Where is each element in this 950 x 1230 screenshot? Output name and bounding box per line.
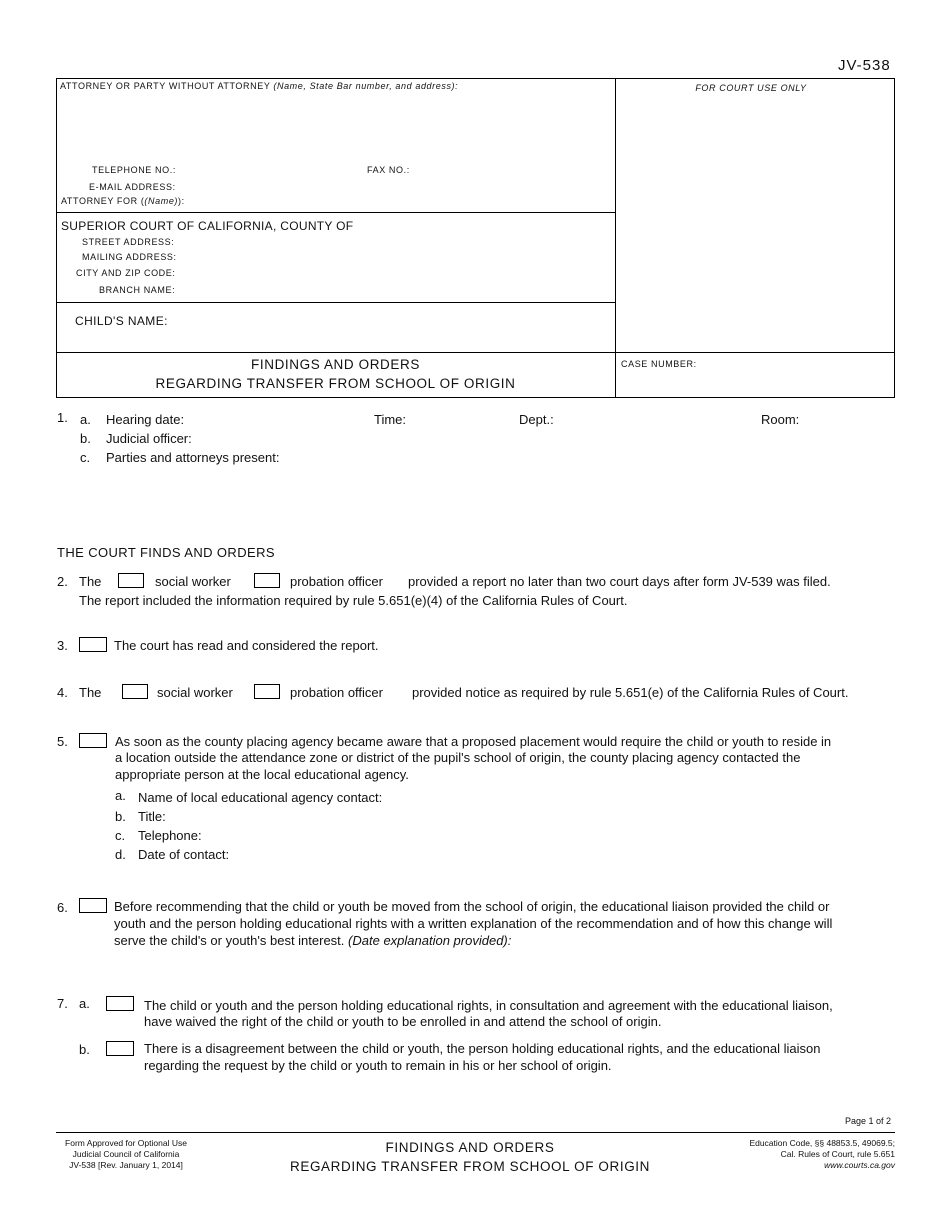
section-heading: THE COURT FINDS AND ORDERS (57, 545, 275, 560)
item6-checkbox[interactable] (79, 898, 107, 913)
item5b-label: Title: (138, 809, 166, 824)
case-number-field[interactable] (620, 372, 888, 392)
footer-left-line1: Form Approved for Optional Use (65, 1138, 187, 1148)
footer-left-line3: JV-538 [Rev. January 1, 2014] (69, 1160, 183, 1170)
branch-name-field[interactable] (176, 282, 596, 296)
county-field[interactable] (360, 217, 605, 233)
footer-title-line2: REGARDING TRANSFER FROM SCHOOL OF ORIGIN (289, 1159, 651, 1174)
item2-social-worker-label: social worker (155, 574, 231, 589)
item5-line3: appropriate person at the local educational agency. (115, 767, 409, 782)
item4-the: The (79, 685, 102, 700)
item7a-line2: have waived the right of the child or youth to be enrolled in and attend the school of origin. (144, 1014, 662, 1029)
item7a-letter: a. (79, 996, 90, 1011)
branch-name-label: BRANCH NAME: (99, 285, 176, 295)
item4-social-worker-label: social worker (157, 685, 233, 700)
lea-contact-title-field[interactable] (175, 807, 890, 823)
mailing-address-label: MAILING ADDRESS: (82, 252, 177, 262)
child-name-field[interactable] (175, 310, 605, 328)
case-number-label: CASE NUMBER: (621, 359, 697, 369)
item1b-letter: b. (80, 431, 91, 446)
item5-line1: As soon as the county placing agency became aware that a proposed placement would require the child or youth to reside in (115, 734, 832, 749)
item7b-line1: There is a disagreement between the child or youth, the person holding educational rights, and the educational liaison (144, 1041, 821, 1056)
item3-number: 3. (57, 638, 68, 653)
item5a-label: Name of local educational agency contact: (138, 790, 383, 805)
hearing-date-field[interactable] (195, 410, 365, 426)
item1c-letter: c. (80, 450, 91, 465)
item5-number: 5. (57, 734, 68, 749)
item7a-line1: The child or youth and the person holding educational rights, in consultation and agreement with the educational liaison, (144, 998, 833, 1013)
street-address-field[interactable] (176, 234, 596, 248)
page-number: Page 1 of 2 (845, 1116, 892, 1126)
attorney-label: ATTORNEY OR PARTY WITHOUT ATTORNEY (Name, State Bar number, and address): (60, 81, 459, 91)
dept-field[interactable] (560, 410, 750, 426)
footer-right (680, 1138, 895, 1171)
item2-text-line2: The report included the information required by rule 5.651(e)(4) of the California Rules of Court. (79, 593, 628, 608)
fax-field[interactable] (410, 162, 600, 176)
footer-right-line2: Cal. Rules of Court, rule 5.651 (780, 1149, 895, 1159)
footer-left-line2: Judicial Council of California (72, 1149, 180, 1159)
judicial-officer-field[interactable] (200, 429, 890, 445)
item5c-letter: c. (115, 828, 126, 843)
item5-checkbox[interactable] (79, 733, 107, 748)
footer-title (250, 1138, 690, 1176)
divider-child (56, 352, 895, 353)
item2-the: The (79, 574, 102, 589)
room-label: Room: (761, 412, 800, 427)
item6-line3: serve the child's or youth's best interest. (Date explanation provided): (114, 933, 512, 948)
item7b-line2: regarding the request by the child or youth to remain in his or her school of origin. (144, 1058, 612, 1073)
court-title: SUPERIOR COURT OF CALIFORNIA, COUNTY OF (61, 219, 354, 233)
court-use-label: FOR COURT USE ONLY (695, 83, 807, 93)
item7b-checkbox[interactable] (106, 1041, 134, 1056)
item3-text: The court has read and considered the report. (114, 638, 379, 653)
item4-number: 4. (57, 685, 68, 700)
item1-number: 1. (57, 410, 68, 425)
item6-line1: Before recommending that the child or youth be moved from the school of origin, the educational liaison provided the child or (114, 899, 830, 914)
item1a-letter: a. (80, 412, 91, 427)
item4-text: provided notice as required by rule 5.651(e) of the California Rules of Court. (412, 685, 849, 700)
form-title-line2: REGARDING TRANSFER FROM SCHOOL OF ORIGIN (155, 376, 516, 391)
courts-website-link[interactable]: www.courts.ca.gov (824, 1160, 895, 1170)
item5d-letter: d. (115, 847, 126, 862)
city-zip-field[interactable] (176, 265, 596, 279)
attorney-for-label: ATTORNEY FOR ((Name)): (61, 196, 185, 206)
item5c-label: Telephone: (138, 828, 202, 843)
item4-social-worker-checkbox[interactable] (122, 684, 148, 699)
email-field[interactable] (176, 179, 596, 193)
item5-line2: a location outside the attendance zone or district of the pupil's school of origin, the county placing agency contacted the (115, 750, 801, 765)
footer-title-line1: FINDINGS AND ORDERS (385, 1140, 555, 1155)
footer-left (56, 1138, 196, 1171)
form-number: JV-538 (838, 57, 891, 74)
divider-court (56, 302, 615, 303)
time-label: Time: (374, 412, 407, 427)
attorney-name-field[interactable] (60, 98, 610, 158)
parties-field[interactable] (106, 468, 890, 528)
item7-number: 7. (57, 996, 68, 1011)
item6-line2: youth and the person holding educational rights with a written explanation of the recommendation and of how this change will (114, 916, 833, 931)
telephone-label: TELEPHONE NO.: (92, 165, 176, 175)
caption-divider (615, 78, 616, 398)
item2-number: 2. (57, 574, 68, 589)
item6-number: 6. (57, 900, 68, 915)
footer-right-line1: Education Code, §§ 48853.5, 49069.5; (749, 1138, 895, 1148)
item3-checkbox[interactable] (79, 637, 107, 652)
item2-text-line1: provided a report no later than two court days after form JV-539 was filed. (408, 574, 831, 589)
item4-probation-officer-label: probation officer (290, 685, 383, 700)
mailing-address-field[interactable] (176, 249, 596, 263)
divider-attorney (56, 212, 615, 213)
explanation-date-field[interactable] (548, 931, 890, 947)
city-zip-label: CITY AND ZIP CODE: (76, 268, 176, 278)
item7b-letter: b. (79, 1042, 90, 1057)
judicial-officer-label: Judicial officer: (106, 431, 192, 446)
hearing-date-label: Hearing date: (106, 412, 185, 427)
item2-social-worker-checkbox[interactable] (118, 573, 144, 588)
room-field[interactable] (805, 410, 890, 426)
email-label: E-MAIL ADDRESS: (89, 182, 176, 192)
item4-probation-officer-checkbox[interactable] (254, 684, 280, 699)
lea-contact-telephone-field[interactable] (212, 826, 890, 842)
time-field[interactable] (412, 410, 512, 426)
lea-contact-name-field[interactable] (405, 788, 890, 804)
attorney-for-field[interactable] (176, 193, 596, 207)
item5b-letter: b. (115, 809, 126, 824)
item5d-label: Date of contact: (138, 847, 230, 862)
telephone-field[interactable] (176, 162, 356, 176)
footer-rule (56, 1132, 895, 1133)
item7a-checkbox[interactable] (106, 996, 134, 1011)
item5a-letter: a. (115, 788, 126, 803)
parties-label: Parties and attorneys present: (106, 450, 280, 465)
item2-probation-officer-checkbox[interactable] (254, 573, 280, 588)
dept-label: Dept.: (519, 412, 554, 427)
fax-label: FAX NO.: (367, 165, 410, 175)
child-name-label: CHILD'S NAME: (75, 314, 168, 328)
item2-probation-officer-label: probation officer (290, 574, 383, 589)
form-title-line1: FINDINGS AND ORDERS (251, 357, 420, 372)
street-address-label: STREET ADDRESS: (82, 237, 175, 247)
lea-contact-date-field[interactable] (240, 845, 890, 861)
